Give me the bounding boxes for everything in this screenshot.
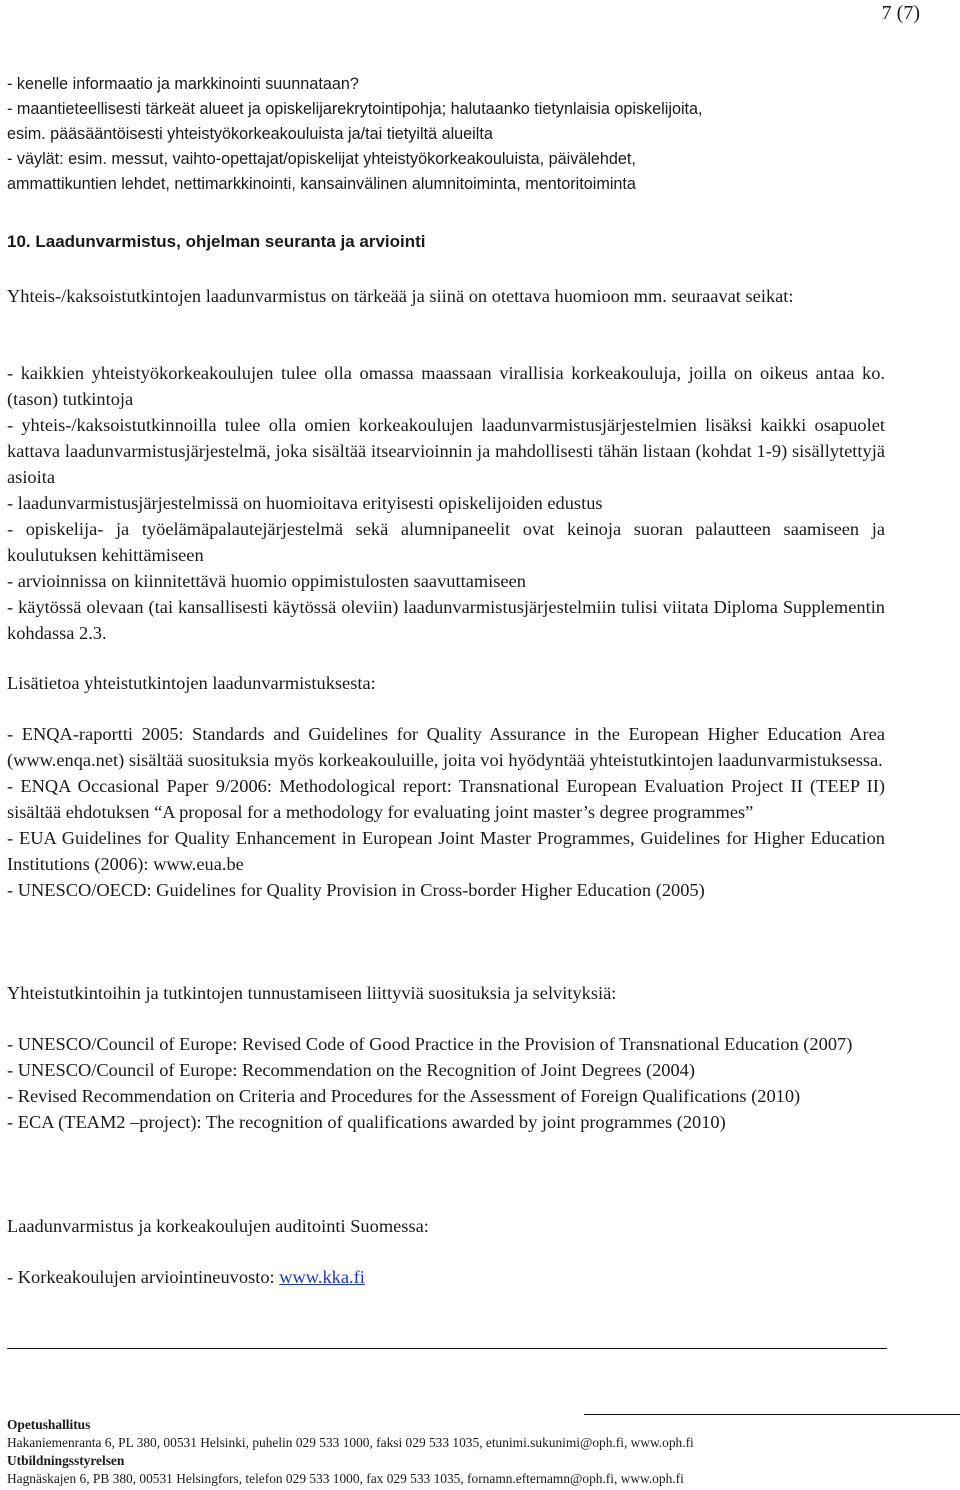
list-item: - kenelle informaatio ja markkinointi suunnataan?: [7, 75, 359, 93]
footer-org-fi: Opetushallitus: [7, 1417, 91, 1432]
page-footer: [7, 1416, 957, 1488]
footer-address-sv: Hagnäskajen 6, PB 380, 00531 Helsingfors, telefon 029 533 1000, fax 029 533 1035, fornamn.efternamn@oph.fi, www.oph.fi: [7, 1471, 684, 1486]
page-number: 7 (7): [881, 2, 920, 24]
list-item: esim. pääsääntöisesti yhteistyökorkeakouluista ja/tai tietyiltä alueilta: [7, 125, 493, 143]
list-item: - arvioinnissa on kiinnitettävä huomio oppimistulosten saavuttamiseen: [7, 571, 526, 591]
more-info-heading: Lisätietoa yhteistutkintojen laadunvarmistuksesta:: [7, 673, 376, 693]
recognition-list: [7, 1031, 885, 1135]
list-item: - opiskelija- ja työelämäpalautejärjestelmä sekä alumnipaneelit ovat keinoja suoran palautteen saamiseen ja koulutuksen kehittämiseen: [7, 519, 885, 565]
list-item: - Revised Recommendation on Criteria and Procedures for the Assessment of Foreign Qualifications (2010): [7, 1086, 801, 1106]
list-item: - väylät: esim. messut, vaihto-opettajat/opiskelijat yhteistyökorkeakouluista, päivälehdet,: [7, 150, 636, 168]
list-item: - käytössä olevaan (tai kansallisesti käytössä oleviin) laadunvarmistusjärjestelmiin tulisi viitata Diploma Supplementin kohdassa 2.3.: [7, 597, 885, 643]
list-item: - ENQA Occasional Paper 9/2006: Methodological report: Transnational European Evaluation Project II (TEEP II) sisältää ehdotuksen “A proposal for a methodology for evaluating joint master’s degree programmes”: [7, 776, 885, 822]
list-item: - ENQA-raportti 2005: Standards and Guidelines for Quality Assurance in the European Higher Education Area (www.enqa.net) sisältää suosituksia myös korkeakouluille, joita voi hyödyntää yhteistutkintojen laadunvarmistuksessa.: [7, 724, 885, 770]
intro-paragraph: Yhteis-/kaksoistutkintojen laadunvarmistus on tärkeää ja siinä on otettava huomioon mm. seuraavat seikat:: [7, 286, 794, 306]
content-divider: [7, 1348, 887, 1349]
footer-divider: [584, 1414, 960, 1415]
list-item: - maantieteellisesti tärkeät alueet ja opiskelijarekrytointipohja; halutaanko tietynlaisia opiskelijoita,: [7, 100, 703, 118]
more-info-list: [7, 721, 885, 903]
footer-org-sv: Utbildningsstyrelsen: [7, 1453, 125, 1468]
list-item: - UNESCO/Council of Europe: Recommendation on the Recognition of Joint Degrees (2004): [7, 1060, 695, 1080]
considerations-list: [7, 360, 885, 646]
top-list: [7, 72, 885, 197]
audit-item: [7, 1264, 885, 1290]
list-item: ammattikuntien lehdet, nettimarkkinointi, kansainvälinen alumnitoiminta, mentoritoiminta: [7, 175, 636, 193]
list-item: - yhteis-/kaksoistutkinnoilla tulee olla omien korkeakoulujen laadunvarmistusjärjestelmien lisäksi kaikki osapuolet kattava laadunvarmistusjärjestelmä, joka sisältää itsearvioinnin ja mahdollisesti tähän listaan (kohdat 1-9) sisällytettyjä asioita: [7, 415, 885, 487]
list-item: - UNESCO/OECD: Guidelines for Quality Provision in Cross-border Higher Education (2005): [7, 880, 705, 900]
list-item: - ECA (TEAM2 –project): The recognition of qualifications awarded by joint programmes (2010): [7, 1112, 726, 1132]
list-item: - kaikkien yhteistyökorkeakoulujen tulee olla omassa maassaan virallisia korkeakouluja, joilla on oikeus antaa ko. (tason) tutkintoja: [7, 363, 885, 409]
list-item: - EUA Guidelines for Quality Enhancement in European Joint Master Programmes, Guidelines for Higher Education Institutions (2006): www.eua.be: [7, 828, 885, 874]
audit-item-label: - Korkeakoulujen arviointineuvosto:: [7, 1267, 280, 1287]
kka-link[interactable]: www.kka.fi: [279, 1267, 365, 1287]
footer-address-fi: Hakaniemenranta 6, PL 380, 00531 Helsinki, puhelin 029 533 1000, faksi 029 533 1035, etunimi.sukunimi@oph.fi, www.oph.fi: [7, 1435, 694, 1450]
recognition-heading: Yhteistutkintoihin ja tutkintojen tunnustamiseen liittyviä suosituksia ja selvityksiä:: [7, 983, 617, 1003]
list-item: - laadunvarmistusjärjestelmissä on huomioitava erityisesti opiskelijoiden edustus: [7, 493, 603, 513]
section-heading: 10. Laadunvarmistus, ohjelman seuranta ja arviointi: [7, 232, 426, 251]
list-item: - UNESCO/Council of Europe: Revised Code of Good Practice in the Provision of Transnational Education (2007): [7, 1034, 853, 1054]
audit-heading: Laadunvarmistus ja korkeakoulujen auditointi Suomessa:: [7, 1216, 429, 1236]
